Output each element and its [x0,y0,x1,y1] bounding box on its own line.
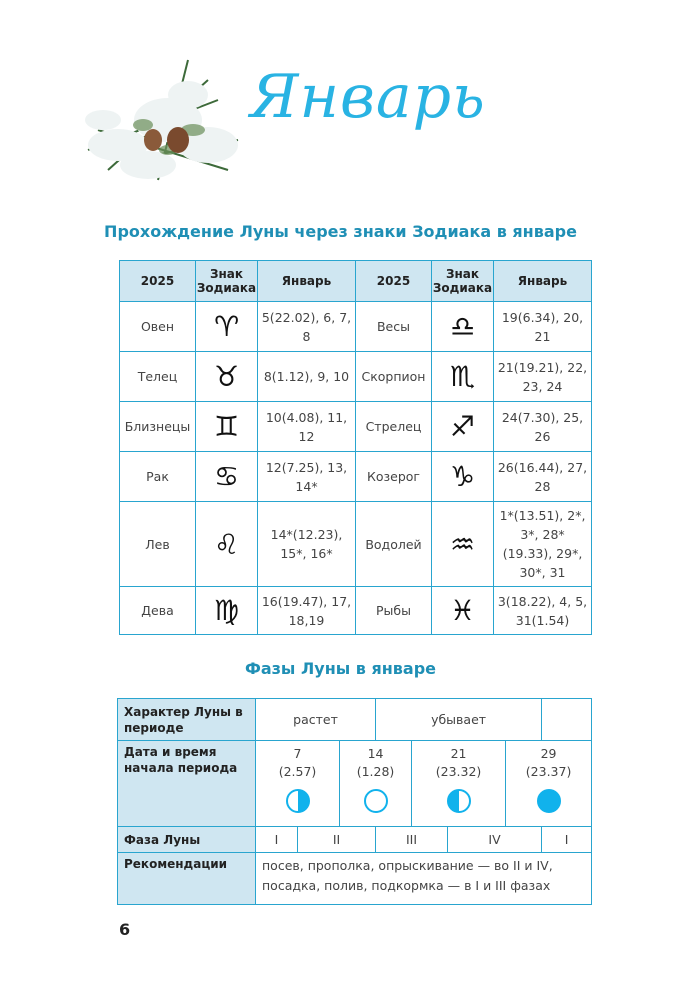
aquarius-icon: ♒ [432,502,494,587]
virgo-icon: ♍ [196,587,258,635]
first-quarter-moon-icon [286,789,310,813]
dates-cell: 16(19.47), 17, 18,19 [258,587,356,635]
table-header-row [120,261,592,302]
dates-cell: 26(16.44), 27, 28 [494,452,592,502]
column-header: Знак Зодиака [196,261,258,302]
column-header: Январь [494,261,592,302]
character-row [118,699,592,741]
character-value: растет [256,699,376,741]
sign-name: Близнецы [120,402,196,452]
dates-cell: 10(4.08), 11, 12 [258,402,356,452]
table-row [120,502,592,587]
page-title: Январь [250,62,486,132]
phase-time: (23.37) [525,764,572,779]
character-label: Характер Луны в периоде [118,699,256,741]
phase-day: 7 [293,746,302,761]
table-row [120,587,592,635]
table-row [120,302,592,352]
phase-date-cell [412,741,506,827]
phase-time: (2.57) [278,764,317,779]
pisces-icon: ♓ [432,587,494,635]
recommendation-line: посев, прополка, опрыскивание — во II и IV, [262,858,553,873]
column-header: Знак Зодиака [432,261,494,302]
last-quarter-moon-icon [447,789,471,813]
sign-name: Рак [120,452,196,502]
dates-cell: 21(19.21), 22, 23, 24 [494,352,592,402]
sign-name: Стрелец [356,402,432,452]
sign-name: Овен [120,302,196,352]
phase-day: 29 [540,746,557,761]
phase-number: I [256,827,298,853]
character-value: убывает [376,699,542,741]
phases-section-title: Фазы Луны в январе [244,659,437,678]
recommendations-label: Рекомендации [118,853,256,905]
phase-number: II [298,827,376,853]
dates-cell: 8(1.12), 9, 10 [258,352,356,402]
gemini-icon: ♊ [196,402,258,452]
dates-cell: 1*(13.51), 2*, 3*, 28*(19.33), 29*, 30*, 31 [494,502,592,587]
phase-number: IV [448,827,542,853]
sign-name: Водолей [356,502,432,587]
phase-date-cell [340,741,412,827]
column-header: 2025 [120,261,196,302]
phase-day: 14 [367,746,384,761]
recommendations-row [118,853,592,905]
sign-name: Дева [120,587,196,635]
table-row [120,402,592,452]
dates-cell: 14*(12.23), 15*, 16* [258,502,356,587]
snowy-pine-branch-image [68,40,248,200]
phase-label: Фаза Луны [118,827,256,853]
scorpio-icon: ♏ [432,352,494,402]
aries-icon: ♈ [196,302,258,352]
column-header: 2025 [356,261,432,302]
new-moon-icon [537,789,561,813]
date-label: Дата и время начала периода [118,741,256,827]
sign-name: Козерог [356,452,432,502]
leo-icon: ♌ [196,502,258,587]
moon-phases-table [117,698,592,905]
recommendation-line: посадка, полив, подкормка — в I и III фазах [262,878,551,893]
zodiac-section-title: Прохождение Луны через знаки Зодиака в январе [104,222,577,241]
sign-name: Весы [356,302,432,352]
table-row [120,352,592,402]
page-number: 6 [119,920,131,939]
full-moon-icon [364,789,388,813]
sign-name: Лев [120,502,196,587]
dates-cell: 24(7.30), 25, 26 [494,402,592,452]
phase-date-cell [256,741,340,827]
cancer-icon: ♋ [196,452,258,502]
empty-cell [542,699,592,741]
phase-number: I [542,827,592,853]
phase-time: (23.32) [435,764,482,779]
dates-row [118,741,592,827]
sagittarius-icon: ♐ [432,402,494,452]
phase-number: III [376,827,448,853]
table-row [120,452,592,502]
capricorn-icon: ♑ [432,452,494,502]
dates-cell: 3(18.22), 4, 5, 31(1.54) [494,587,592,635]
column-header: Январь [258,261,356,302]
phase-row [118,827,592,853]
dates-cell: 19(6.34), 20, 21 [494,302,592,352]
zodiac-table [119,260,592,635]
dates-cell: 12(7.25), 13, 14* [258,452,356,502]
sign-name: Телец [120,352,196,402]
recommendations-cell [256,853,592,905]
taurus-icon: ♉ [196,352,258,402]
phase-time: (1.28) [356,764,395,779]
sign-name: Скорпион [356,352,432,402]
dates-cell: 5(22.02), 6, 7, 8 [258,302,356,352]
sign-name: Рыбы [356,587,432,635]
libra-icon: ♎ [432,302,494,352]
phase-day: 21 [450,746,467,761]
phase-date-cell [506,741,592,827]
